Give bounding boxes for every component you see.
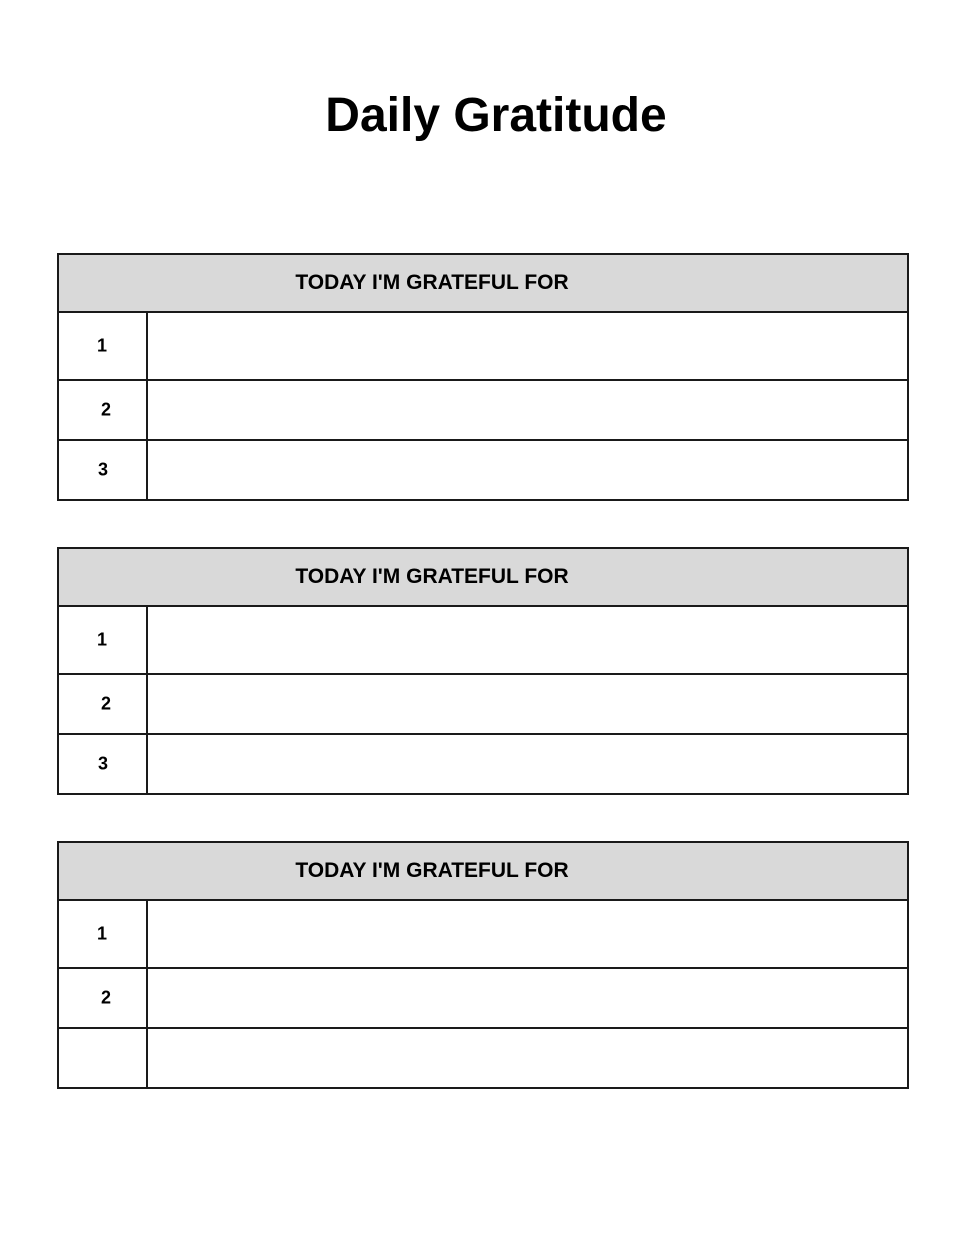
row-number-cell — [59, 313, 148, 379]
table-header — [59, 549, 907, 607]
row-number-cell — [59, 675, 148, 733]
row-number-cell — [59, 969, 148, 1027]
gratitude-entry-field[interactable] — [148, 735, 907, 793]
row-number: 1 — [97, 629, 108, 650]
row-number-cell — [59, 607, 148, 673]
table-row — [59, 439, 907, 499]
table-header — [59, 255, 907, 313]
row-number: 2 — [101, 693, 112, 714]
gratitude-entry-field[interactable] — [148, 1029, 907, 1087]
row-number-cell — [59, 441, 148, 499]
gratitude-entry-field[interactable] — [148, 607, 907, 673]
row-number: 3 — [98, 459, 109, 480]
table-row — [59, 379, 907, 439]
gratitude-table-2 — [57, 547, 909, 795]
page-title: Daily Gratitude — [325, 89, 667, 142]
gratitude-entry-field[interactable] — [148, 381, 907, 439]
table-row — [59, 901, 907, 967]
row-number-cell — [59, 1029, 148, 1087]
gratitude-table-3 — [57, 841, 909, 1089]
table-row — [59, 1027, 907, 1087]
row-number: 1 — [97, 335, 108, 356]
row-number: 3 — [98, 753, 109, 774]
table-header-label: TODAY I'M GRATEFUL FOR — [295, 565, 569, 588]
table-header — [59, 843, 907, 901]
table-row — [59, 313, 907, 379]
gratitude-table-1 — [57, 253, 909, 501]
row-number-cell — [59, 735, 148, 793]
table-row — [59, 607, 907, 673]
row-number: 2 — [101, 399, 112, 420]
gratitude-entry-field[interactable] — [148, 901, 907, 967]
gratitude-entry-field[interactable] — [148, 675, 907, 733]
row-number: 2 — [101, 987, 112, 1008]
row-number-cell — [59, 901, 148, 967]
table-header-label: TODAY I'M GRATEFUL FOR — [295, 271, 569, 294]
table-row — [59, 967, 907, 1027]
row-number: 1 — [97, 923, 108, 944]
table-header-label: TODAY I'M GRATEFUL FOR — [295, 859, 569, 882]
gratitude-entry-field[interactable] — [148, 969, 907, 1027]
row-number-cell — [59, 381, 148, 439]
gratitude-entry-field[interactable] — [148, 441, 907, 499]
table-row — [59, 733, 907, 793]
gratitude-entry-field[interactable] — [148, 313, 907, 379]
table-row — [59, 673, 907, 733]
